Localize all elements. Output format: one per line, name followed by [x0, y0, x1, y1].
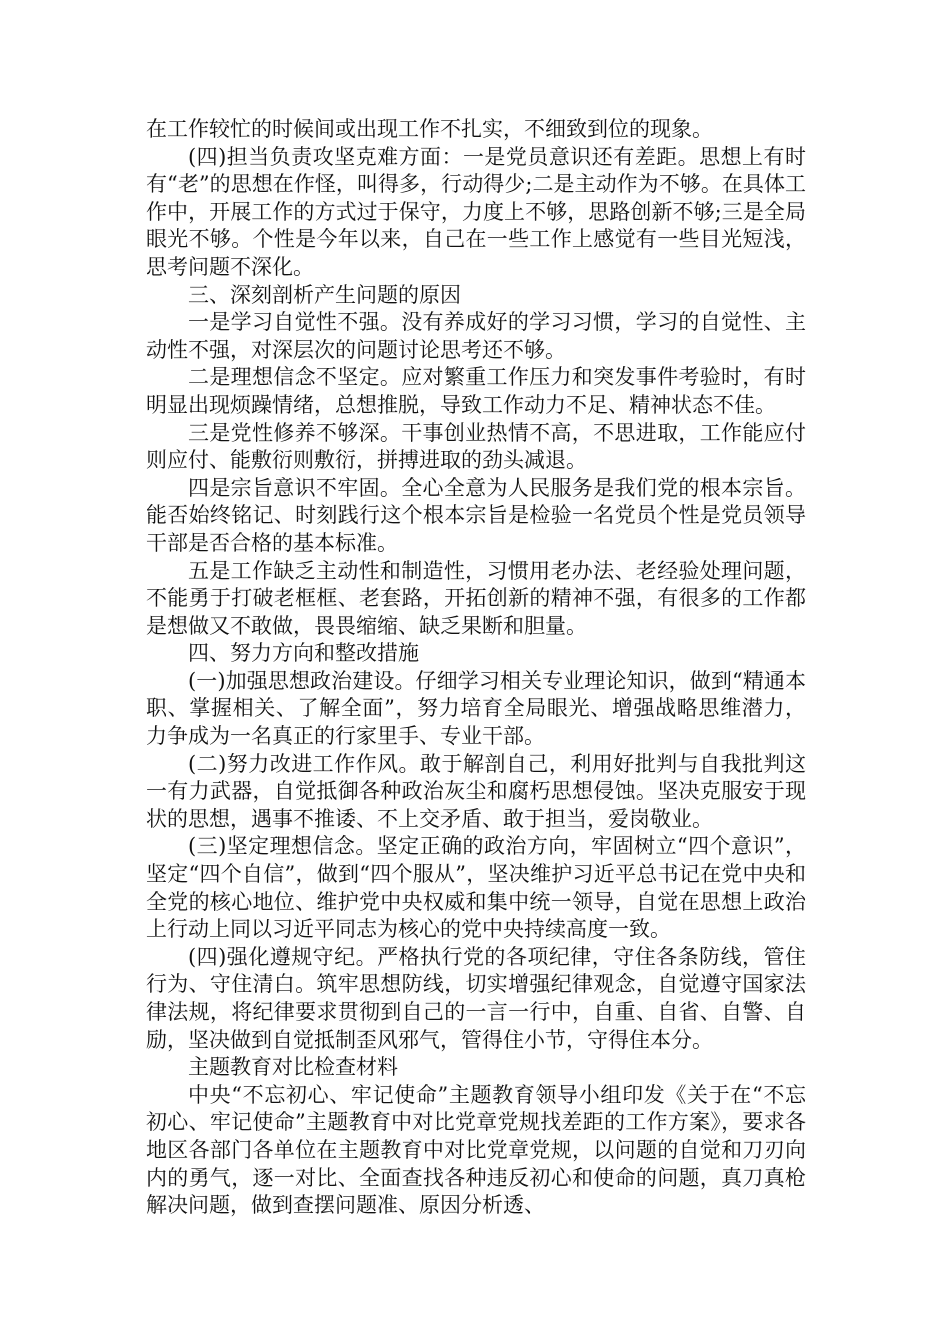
paragraph-responsibility: (四)担当负责攻坚克难方面：一是党员意识还有差距。思想上有时有“老”的思想在作怪，叫得多，行动得少;二是主动作为不够。在具体工作中，开展工作的方式过于保守，力度上不够，思路创新不够;三是全局眼光不够。个性是今年以来，自己在一些工作上感觉有一些目光短浅，思考问题不深化。 — [146, 144, 806, 279]
document-body — [146, 116, 806, 1220]
paragraph-intro: 中央“不忘初心、牢记使命”主题教育领导小组印发《关于在“不忘初心、牢记使命”主题教育中对比党章党规找差距的工作方案》，要求各地区各部门各单位在主题教育中对比党章党规，以问题的自觉和刀刃向内的勇气，逐一对比、全面查找各种违反初心和使命的问题，真刀真枪解决问题，做到查摆问题准、原因分析透、 — [146, 1082, 806, 1218]
paragraph-continuation: 在工作较忙的时候间或出现工作不扎实，不细致到位的现象。 — [146, 117, 713, 141]
paragraph-cause-3: 三是党性修养不够深。干事创业热情不高，不思进取，工作能应付则应付、能敷衍则敷衍，拼搏进取的劲头减退。 — [146, 420, 806, 473]
section-heading-measures: 四、努力方向和整改措施 — [188, 641, 419, 666]
section-heading-causes: 三、深刻剖析产生问题的原因 — [188, 282, 461, 307]
paragraph-cause-1: 一是学习自觉性不强。没有养成好的学习习惯，学习的自觉性、主动性不强，对深层次的问题讨论思考还不够。 — [146, 310, 806, 362]
paragraph-measure-1: (一)加强思想政治建设。仔细学习相关专业理论知识，做到“精通本职、掌握相关、了解全面”，努力培育全局眼光、增强战略思维潜力，力争成为一名真正的行家里手、专业干部。 — [146, 668, 806, 749]
paragraph-cause-5: 五是工作缺乏主动性和制造性，习惯用老办法、老经验处理问题，不能勇于打破老框框、老套路，开拓创新的精神不强，有很多的工作都是想做又不敢做，畏畏缩缩、缺乏果断和胆量。 — [146, 558, 806, 638]
paragraph-cause-4: 四是宗旨意识不牢固。全心全意为人民服务是我们党的根本宗旨。能否始终铭记、时刻践行这个根本宗旨是检验一名党员个性是党员领导干部是否合格的基本标准。 — [146, 475, 806, 555]
paragraph-measure-4: (四)强化遵规守纪。严格执行党的各项纪律，守住各条防线，管住行为、守住清白。筑牢思想防线，切实增强纪律观念，自觉遵守国家法律法规，将纪律要求贯彻到自己的一言一行中，自重、自省、自警、自励，坚决做到自觉抵制歪风邪气，管得住小节，守得住本分。 — [146, 944, 806, 1052]
document-title: 主题教育对比检查材料 — [188, 1055, 398, 1080]
paragraph-measure-3: (三)坚定理想信念。坚定正确的政治方向，牢固树立“四个意识”，坚定“四个自信”，做到“四个服从”，坚决维护习近平总书记在党中央和全党的核心地位、维护党中央权威和集中统一领导，自觉在思想上政治上行动上同以习近平同志为核心的党中央持续高度一致。 — [146, 834, 806, 942]
paragraph-cause-2: 二是理想信念不坚定。应对繁重工作压力和突发事件考验时，有时明显出现烦躁情绪，总想推脱，导致工作动力不足、精神状态不佳。 — [146, 365, 806, 417]
paragraph-measure-2: (二)努力改进工作作风。敢于解剖自己，利用好批判与自我批判这一有力武器，自觉抵御各种政治灰尘和腐朽思想侵蚀。坚决克服安于现状的思想，遇事不推诿、不上交矛盾、敢于担当，爱岗敬业。 — [146, 751, 806, 831]
